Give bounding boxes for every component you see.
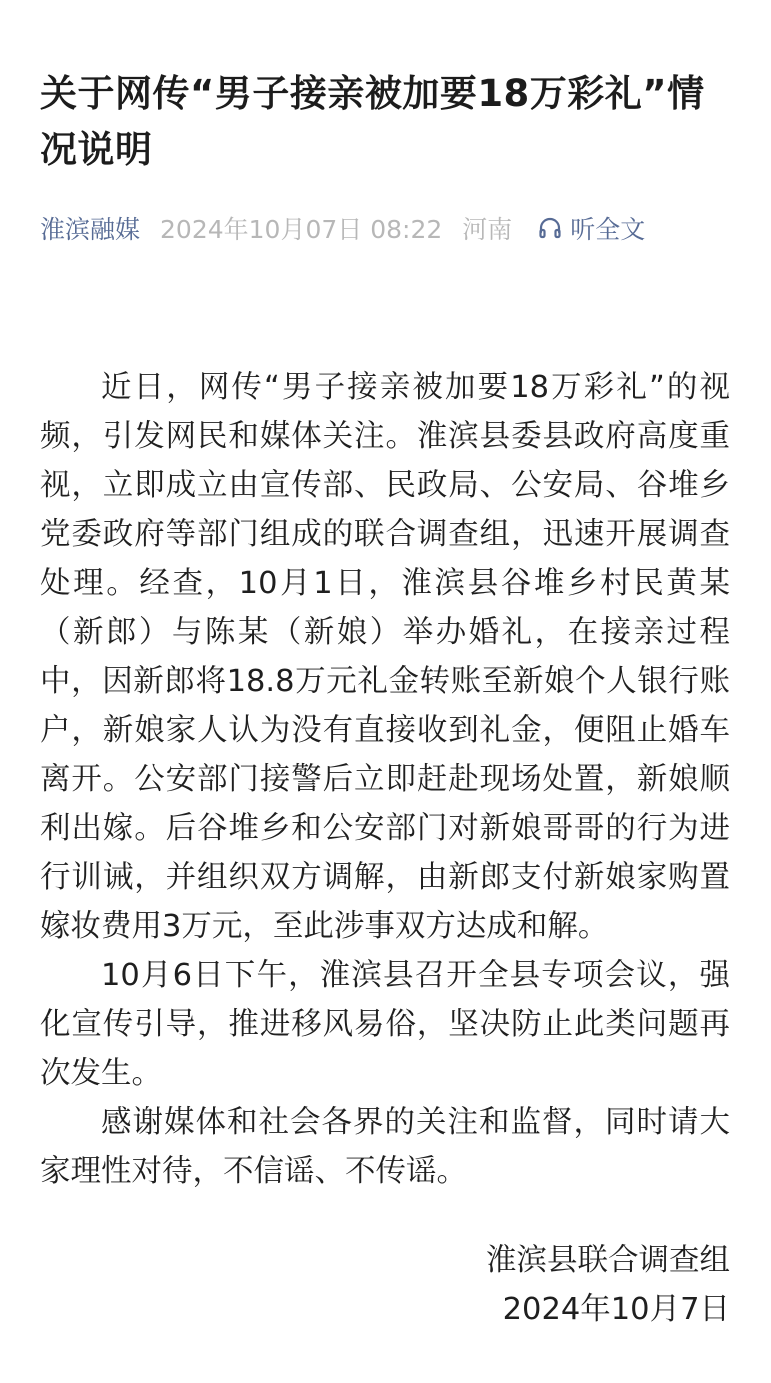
- listen-full-text-button[interactable]: [538, 210, 645, 246]
- signature-date: 2024年10月7日: [502, 1292, 730, 1327]
- paragraph-thanks: 感谢媒体和社会各界的关注和监督，同时请大家理性对待，不信谣、不传谣。: [40, 1105, 730, 1189]
- listen-full-text-label: 听全文: [570, 215, 646, 244]
- signature: [40, 1236, 730, 1334]
- signature-org: 淮滨县联合调查组: [486, 1243, 730, 1278]
- paragraph-meeting: 10月6日下午，淮滨县召开全县专项会议，强化宣传引导，推进移风易俗，坚决防止此类问题再次发生。: [40, 958, 730, 1091]
- article-body: [40, 363, 730, 1196]
- publish-datetime: 2024年10月07日 08:22: [160, 215, 443, 244]
- paragraph-investigation: 近日，网传“男子接亲被加要18万彩礼”的视频，引发网民和媒体关注。淮滨县委县政府高度重视，立即成立由宣传部、民政局、公安局、谷堆乡党委政府等部门组成的联合调查组，迅速开展调查处理。经查，10月1日，淮滨县谷堆乡村民黄某（新郎）与陈某（新娘）举办婚礼，在接亲过程中，因新郎将18.8万元礼金转账至新娘个人银行账户，新娘家人认为没有直接收到礼金，便阻止婚车离开。公安部门接警后立即赶赴现场处置，新娘顺利出嫁。后谷堆乡和公安部门对新娘哥哥的行为进行训诫，并组织双方调解，由新郎支付新娘家购置嫁妆费用3万元，至此涉事双方达成和解。: [40, 370, 730, 944]
- article-meta: [40, 208, 730, 248]
- article-title: 关于网传“男子接亲被加要18万彩礼”情况说明: [40, 72, 705, 171]
- publish-region: 河南: [462, 215, 513, 244]
- article: [40, 0, 730, 1334]
- account-name-link[interactable]: 淮滨融媒: [40, 215, 141, 244]
- headphones-icon: [538, 216, 562, 240]
